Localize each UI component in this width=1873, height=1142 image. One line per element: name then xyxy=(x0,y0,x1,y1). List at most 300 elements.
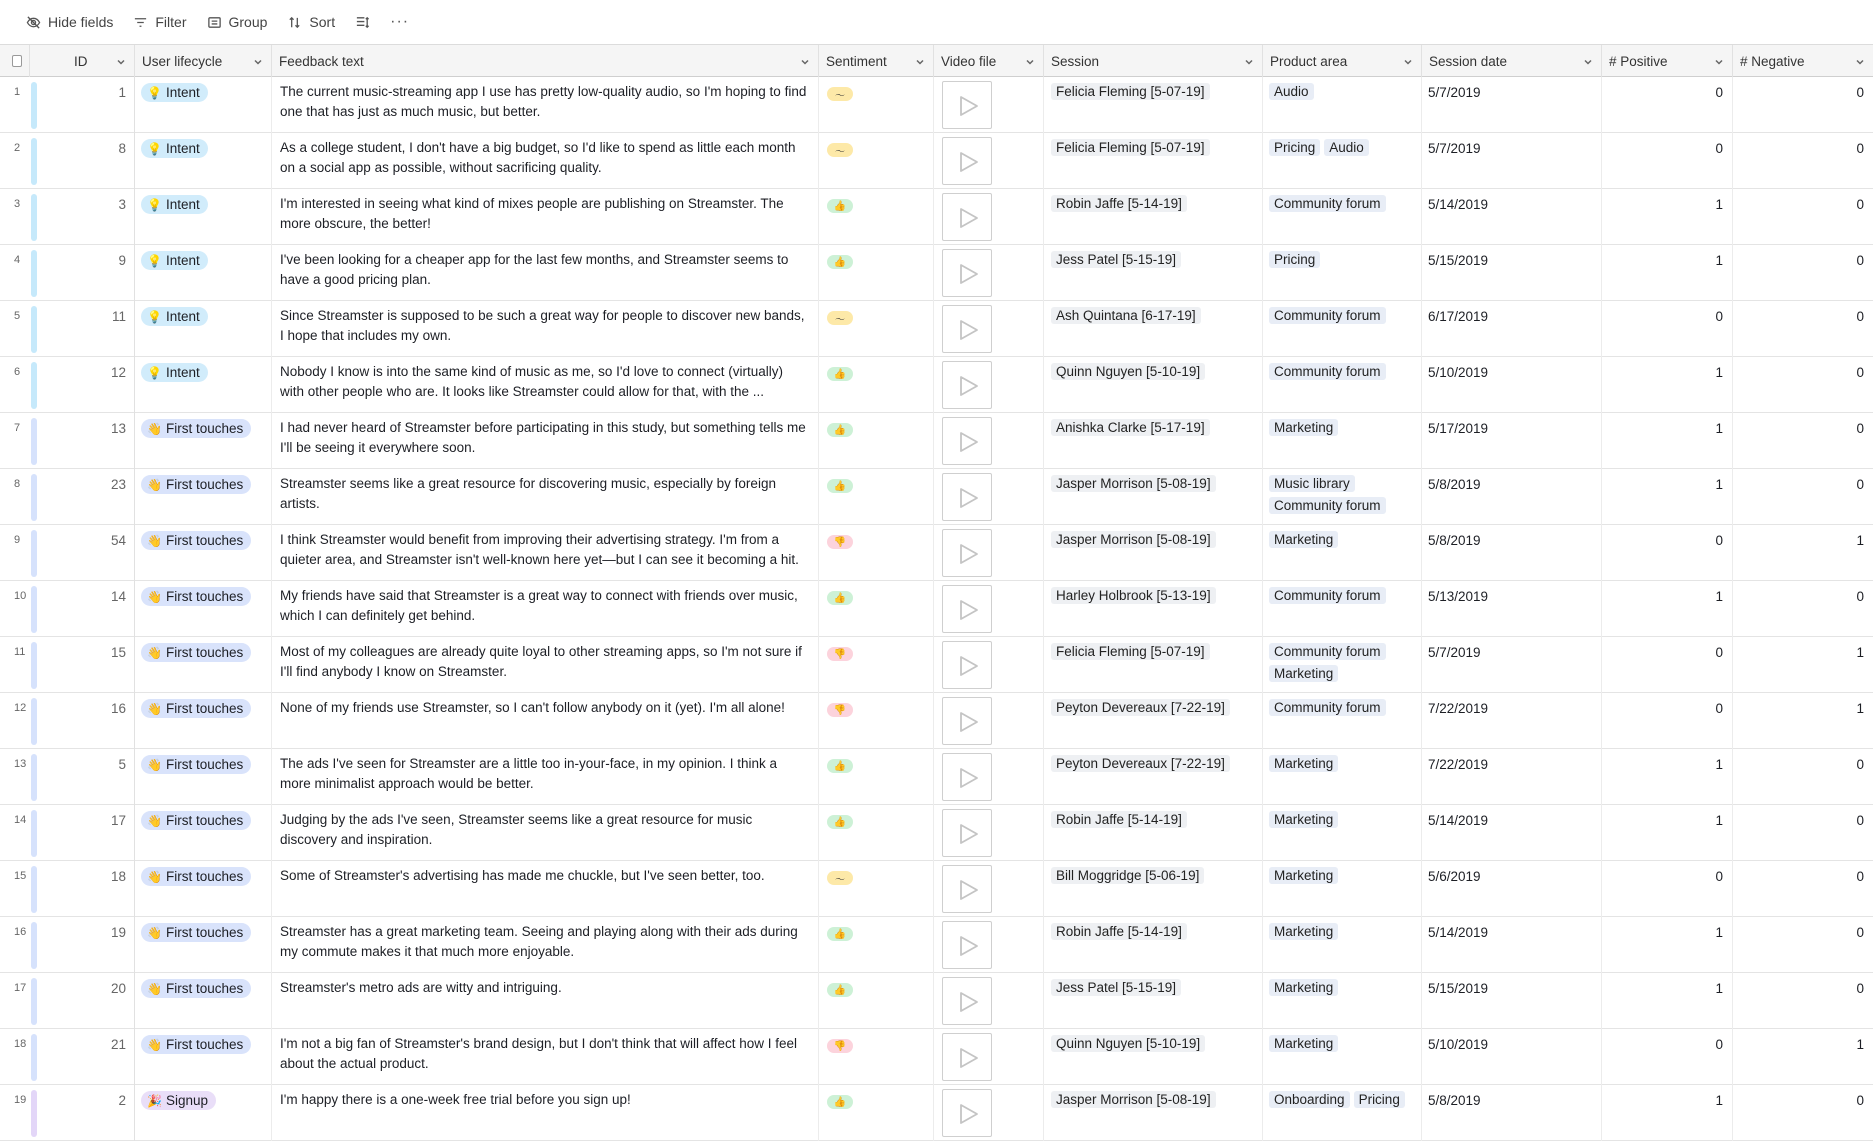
video-thumbnail[interactable] xyxy=(942,1089,992,1137)
session-date-cell[interactable]: 7/22/2019 xyxy=(1422,749,1602,805)
table-row[interactable] xyxy=(0,917,1873,973)
product-area-cell[interactable] xyxy=(1263,1085,1422,1141)
video-thumbnail[interactable] xyxy=(942,753,992,801)
session-link-chip[interactable]: Felicia Fleming [5-07-19] xyxy=(1051,139,1210,156)
session-cell[interactable] xyxy=(1044,581,1263,637)
row-color-bar xyxy=(31,474,37,521)
session-date-cell[interactable]: 5/15/2019 xyxy=(1422,973,1602,1029)
positive-count-cell[interactable]: 0 xyxy=(1602,133,1733,189)
column-header-id[interactable] xyxy=(30,45,135,77)
sentiment-cell[interactable] xyxy=(819,749,934,805)
session-link-chip[interactable]: Felicia Fleming [5-07-19] xyxy=(1051,643,1210,660)
video-file-cell[interactable] xyxy=(934,357,1044,413)
column-header-session-date[interactable] xyxy=(1422,45,1602,77)
column-header-session-date-label: Session date xyxy=(1429,53,1508,69)
session-link-chip[interactable]: Jess Patel [5-15-19] xyxy=(1051,979,1181,996)
row-number-cell[interactable] xyxy=(0,245,135,301)
lifecycle-cell[interactable] xyxy=(135,525,272,581)
product-area-cell[interactable] xyxy=(1263,693,1422,749)
session-link-chip[interactable]: Harley Holbrook [5-13-19] xyxy=(1051,587,1216,604)
product-area-cell[interactable] xyxy=(1263,357,1422,413)
session-link-chip[interactable]: Felicia Fleming [5-07-19] xyxy=(1051,83,1210,100)
session-cell[interactable] xyxy=(1044,189,1263,245)
product-area-chip: Community forum xyxy=(1269,587,1386,604)
chevron-down-icon[interactable] xyxy=(1583,55,1593,65)
session-date-cell[interactable]: 5/7/2019 xyxy=(1422,637,1602,693)
lifecycle-cell[interactable] xyxy=(135,1085,272,1141)
row-height-button[interactable] xyxy=(345,8,380,36)
lifecycle-cell[interactable] xyxy=(135,749,272,805)
feedback-text-cell[interactable]: Streamster has a great marketing team. Seeing and playing along with their ads during my commute makes it that much more enjoyable. xyxy=(272,917,819,973)
video-file-cell[interactable] xyxy=(934,301,1044,357)
row-number-cell[interactable] xyxy=(0,525,135,581)
session-cell[interactable] xyxy=(1044,301,1263,357)
video-thumbnail[interactable] xyxy=(942,137,992,185)
session-date-cell[interactable]: 7/22/2019 xyxy=(1422,693,1602,749)
table-row[interactable] xyxy=(0,469,1873,525)
lifecycle-cell[interactable] xyxy=(135,861,272,917)
lifecycle-cell[interactable] xyxy=(135,973,272,1029)
video-thumbnail[interactable] xyxy=(942,921,992,969)
table-row[interactable] xyxy=(0,413,1873,469)
session-cell[interactable] xyxy=(1044,133,1263,189)
table-row[interactable] xyxy=(0,525,1873,581)
sentiment-cell[interactable] xyxy=(819,1085,934,1141)
session-cell[interactable] xyxy=(1044,1085,1263,1141)
row-number-cell[interactable] xyxy=(0,413,135,469)
row-number-cell[interactable] xyxy=(0,133,135,189)
session-link-chip[interactable]: Quinn Nguyen [5-10-19] xyxy=(1051,363,1205,380)
play-icon xyxy=(956,1046,980,1070)
positive-count-cell[interactable]: 1 xyxy=(1602,413,1733,469)
video-file-cell[interactable] xyxy=(934,1029,1044,1085)
feedback-text-cell[interactable]: The current music-streaming app I use has pretty low-quality audio, so I'm hoping to find one that has just as much music, but better. xyxy=(272,77,819,133)
row-number-cell[interactable] xyxy=(0,805,135,861)
lifecycle-chip xyxy=(141,587,251,606)
session-link-chip[interactable]: Jess Patel [5-15-19] xyxy=(1051,251,1181,268)
row-number-cell[interactable] xyxy=(0,917,135,973)
session-date-cell[interactable]: 5/8/2019 xyxy=(1422,1085,1602,1141)
chevron-down-icon[interactable] xyxy=(1714,55,1724,65)
session-link-chip[interactable]: Peyton Devereaux [7-22-19] xyxy=(1051,699,1230,716)
session-cell[interactable] xyxy=(1044,525,1263,581)
table-row[interactable] xyxy=(0,1085,1873,1141)
lifecycle-chip xyxy=(141,699,251,718)
lifecycle-cell[interactable] xyxy=(135,133,272,189)
row-number-cell[interactable] xyxy=(0,637,135,693)
session-date-cell[interactable]: 5/17/2019 xyxy=(1422,413,1602,469)
product-area-cell[interactable] xyxy=(1263,77,1422,133)
negative-count-cell[interactable]: 0 xyxy=(1856,421,1864,436)
product-area-cell[interactable] xyxy=(1263,637,1422,693)
video-thumbnail[interactable] xyxy=(942,1033,992,1081)
feedback-text-cell[interactable]: I've been looking for a cheaper app for the last few months, and Streamster seems to have a good pricing plan. xyxy=(272,245,819,301)
video-thumbnail[interactable] xyxy=(942,585,992,633)
session-cell[interactable] xyxy=(1044,357,1263,413)
product-area-chip: Marketing xyxy=(1269,531,1338,548)
session-date-cell[interactable]: 5/6/2019 xyxy=(1422,861,1602,917)
session-link-chip[interactable]: Robin Jaffe [5-14-19] xyxy=(1051,195,1187,212)
product-area-cell[interactable] xyxy=(1263,805,1422,861)
column-header-user-lifecycle-label: User lifecycle xyxy=(142,53,223,69)
video-thumbnail[interactable] xyxy=(942,417,992,465)
group-button[interactable] xyxy=(197,8,278,36)
negative-count-cell[interactable]: 0 xyxy=(1856,309,1864,324)
sentiment-positive-icon: 👍 xyxy=(827,591,853,605)
negative-count-cell[interactable]: 0 xyxy=(1856,197,1864,212)
negative-count-cell[interactable]: 1 xyxy=(1856,701,1864,716)
video-thumbnail[interactable] xyxy=(942,865,992,913)
session-date-cell[interactable]: 5/15/2019 xyxy=(1422,245,1602,301)
positive-count-cell[interactable]: 1 xyxy=(1602,917,1733,973)
positive-count-cell[interactable]: 1 xyxy=(1602,973,1733,1029)
session-cell[interactable] xyxy=(1044,749,1263,805)
lifecycle-cell[interactable] xyxy=(135,693,272,749)
table-row[interactable] xyxy=(0,581,1873,637)
row-number-cell[interactable] xyxy=(0,469,135,525)
video-file-cell[interactable] xyxy=(934,77,1044,133)
product-area-cell[interactable] xyxy=(1263,581,1422,637)
lifecycle-cell[interactable] xyxy=(135,301,272,357)
positive-count-cell[interactable]: 0 xyxy=(1602,693,1733,749)
chevron-down-icon[interactable] xyxy=(1855,55,1865,65)
product-area-cell[interactable] xyxy=(1263,133,1422,189)
video-thumbnail[interactable] xyxy=(942,641,992,689)
video-file-cell[interactable] xyxy=(934,693,1044,749)
video-thumbnail[interactable] xyxy=(942,977,992,1025)
chevron-down-icon[interactable] xyxy=(253,55,263,65)
column-header-sentiment[interactable] xyxy=(819,45,934,77)
lifecycle-emoji-icon: 💡 xyxy=(147,85,162,100)
session-link-chip[interactable]: Bill Moggridge [5-06-19] xyxy=(1051,867,1204,884)
video-file-cell[interactable] xyxy=(934,133,1044,189)
negative-count-cell[interactable]: 0 xyxy=(1856,925,1864,940)
session-link-chip[interactable]: Jasper Morrison [5-08-19] xyxy=(1051,531,1216,548)
column-header-session[interactable] xyxy=(1044,45,1263,77)
lifecycle-cell[interactable] xyxy=(135,189,272,245)
video-thumbnail[interactable] xyxy=(942,305,992,353)
session-cell[interactable] xyxy=(1044,469,1263,525)
negative-count-cell[interactable]: 0 xyxy=(1856,981,1864,996)
session-cell[interactable] xyxy=(1044,637,1263,693)
session-date-cell[interactable]: 5/14/2019 xyxy=(1422,189,1602,245)
session-date-cell[interactable]: 5/10/2019 xyxy=(1422,357,1602,413)
sentiment-cell[interactable] xyxy=(819,469,934,525)
column-header-product-area[interactable] xyxy=(1263,45,1422,77)
session-date-cell[interactable]: 5/7/2019 xyxy=(1422,77,1602,133)
row-color-bar xyxy=(31,586,37,633)
row-number-cell[interactable] xyxy=(0,581,135,637)
video-file-cell[interactable] xyxy=(934,413,1044,469)
row-number-cell[interactable] xyxy=(0,1029,135,1085)
column-header-user-lifecycle[interactable] xyxy=(135,45,272,77)
select-all-checkbox[interactable] xyxy=(12,55,22,67)
sentiment-cell[interactable] xyxy=(819,805,934,861)
id-value: 5 xyxy=(118,757,126,772)
session-cell[interactable] xyxy=(1044,861,1263,917)
chevron-down-icon[interactable] xyxy=(1025,55,1035,65)
session-link-chip[interactable]: Jasper Morrison [5-08-19] xyxy=(1051,1091,1216,1108)
play-icon xyxy=(956,430,980,454)
video-file-cell[interactable] xyxy=(934,245,1044,301)
sentiment-cell[interactable] xyxy=(819,973,934,1029)
chevron-down-icon[interactable] xyxy=(116,55,126,65)
id-value: 11 xyxy=(111,309,126,324)
positive-count-cell[interactable]: 1 xyxy=(1602,581,1733,637)
lifecycle-cell[interactable] xyxy=(135,1029,272,1085)
lifecycle-cell[interactable] xyxy=(135,357,272,413)
positive-count-cell[interactable]: 0 xyxy=(1602,301,1733,357)
column-header-video-file[interactable] xyxy=(934,45,1044,77)
product-area-cell[interactable] xyxy=(1263,469,1422,525)
feedback-text-cell[interactable]: None of my friends use Streamster, so I can't follow anybody on it (yet). I'm all alone! xyxy=(272,693,819,749)
table-row[interactable] xyxy=(0,357,1873,413)
product-area-cell[interactable] xyxy=(1263,917,1422,973)
positive-count-cell[interactable]: 1 xyxy=(1602,805,1733,861)
negative-count-cell[interactable]: 0 xyxy=(1856,253,1864,268)
play-icon xyxy=(956,766,980,790)
negative-count-cell[interactable]: 0 xyxy=(1856,85,1864,100)
hide-fields-button[interactable] xyxy=(16,8,123,36)
feedback-text-cell[interactable]: Since Streamster is supposed to be such a great way for people to discover new bands, I hope that includes my own. xyxy=(272,301,819,357)
chevron-down-icon[interactable] xyxy=(1244,55,1254,65)
video-file-cell[interactable] xyxy=(934,973,1044,1029)
negative-count-cell[interactable]: 0 xyxy=(1856,757,1864,772)
negative-count-cell[interactable]: 0 xyxy=(1856,365,1864,380)
sentiment-cell[interactable] xyxy=(819,245,934,301)
session-date-cell[interactable]: 5/10/2019 xyxy=(1422,1029,1602,1085)
sentiment-cell[interactable] xyxy=(819,581,934,637)
session-link-chip[interactable]: Jasper Morrison [5-08-19] xyxy=(1051,475,1216,492)
session-date-cell[interactable]: 5/14/2019 xyxy=(1422,917,1602,973)
positive-count-cell[interactable]: 0 xyxy=(1602,525,1733,581)
sentiment-cell[interactable] xyxy=(819,77,934,133)
table-row[interactable] xyxy=(0,77,1873,133)
table-row[interactable] xyxy=(0,805,1873,861)
session-link-chip[interactable]: Ash Quintana [6-17-19] xyxy=(1051,307,1201,324)
video-file-cell[interactable] xyxy=(934,861,1044,917)
row-number: 5 xyxy=(14,310,21,322)
video-file-cell[interactable] xyxy=(934,805,1044,861)
session-date-cell[interactable]: 5/13/2019 xyxy=(1422,581,1602,637)
sentiment-cell[interactable] xyxy=(819,301,934,357)
session-cell[interactable] xyxy=(1044,973,1263,1029)
video-thumbnail[interactable] xyxy=(942,473,992,521)
session-cell[interactable] xyxy=(1044,413,1263,469)
negative-count-cell[interactable]: 1 xyxy=(1856,533,1864,548)
sentiment-cell[interactable] xyxy=(819,357,934,413)
column-header-positive[interactable] xyxy=(1602,45,1733,77)
session-cell[interactable] xyxy=(1044,77,1263,133)
table-row[interactable] xyxy=(0,301,1873,357)
session-date-cell[interactable]: 5/8/2019 xyxy=(1422,469,1602,525)
positive-count-cell[interactable]: 1 xyxy=(1602,245,1733,301)
positive-count-cell[interactable]: 1 xyxy=(1602,749,1733,805)
feedback-text-cell[interactable]: Streamster seems like a great resource for discovering music, especially by foreign artists. xyxy=(272,469,819,525)
sentiment-cell[interactable] xyxy=(819,189,934,245)
row-number-cell[interactable] xyxy=(0,357,135,413)
lifecycle-cell[interactable] xyxy=(135,581,272,637)
sort-button[interactable] xyxy=(277,8,345,36)
table-row[interactable] xyxy=(0,693,1873,749)
video-file-cell[interactable] xyxy=(934,637,1044,693)
video-thumbnail[interactable] xyxy=(942,529,992,577)
table-row[interactable] xyxy=(0,133,1873,189)
video-file-cell[interactable] xyxy=(934,749,1044,805)
session-cell[interactable] xyxy=(1044,693,1263,749)
negative-count-cell[interactable]: 0 xyxy=(1856,869,1864,884)
session-date-cell[interactable]: 6/17/2019 xyxy=(1422,301,1602,357)
product-area-chip: Marketing xyxy=(1269,419,1338,436)
sentiment-cell[interactable] xyxy=(819,861,934,917)
positive-count-cell[interactable]: 0 xyxy=(1602,861,1733,917)
session-cell[interactable] xyxy=(1044,805,1263,861)
lifecycle-cell[interactable] xyxy=(135,637,272,693)
negative-count-cell[interactable]: 0 xyxy=(1856,141,1864,156)
table-row[interactable] xyxy=(0,637,1873,693)
sentiment-cell[interactable] xyxy=(819,693,934,749)
feedback-text-cell[interactable]: Streamster's metro ads are witty and intriguing. xyxy=(272,973,819,1029)
negative-count-cell[interactable]: 0 xyxy=(1856,1093,1864,1108)
row-number-cell[interactable] xyxy=(0,973,135,1029)
feedback-text-cell[interactable]: Judging by the ads I've seen, Streamster seems like a great resource for music discovery and inspiration. xyxy=(272,805,819,861)
positive-count-cell[interactable]: 0 xyxy=(1602,1029,1733,1085)
sentiment-cell[interactable] xyxy=(819,1029,934,1085)
product-area-cell[interactable] xyxy=(1263,189,1422,245)
positive-count-cell[interactable]: 1 xyxy=(1602,469,1733,525)
positive-count-cell[interactable]: 0 xyxy=(1602,637,1733,693)
positive-count-cell[interactable]: 0 xyxy=(1602,77,1733,133)
video-thumbnail[interactable] xyxy=(942,81,992,129)
session-link-chip[interactable]: Robin Jaffe [5-14-19] xyxy=(1051,811,1187,828)
session-link-chip[interactable]: Peyton Devereaux [7-22-19] xyxy=(1051,755,1230,772)
product-area-cell[interactable] xyxy=(1263,861,1422,917)
row-number-cell[interactable] xyxy=(0,693,135,749)
lifecycle-cell[interactable] xyxy=(135,245,272,301)
lifecycle-cell[interactable] xyxy=(135,469,272,525)
session-cell[interactable] xyxy=(1044,1029,1263,1085)
session-date-cell[interactable]: 5/14/2019 xyxy=(1422,805,1602,861)
feedback-text-cell[interactable]: The ads I've seen for Streamster are a little too in-your-face, in my opinion. I think a more minimalist approach would be better. xyxy=(272,749,819,805)
row-number-cell[interactable] xyxy=(0,1085,135,1141)
lifecycle-cell[interactable] xyxy=(135,413,272,469)
feedback-text-cell[interactable]: I think Streamster would benefit from improving their advertising strategy. I'm from a quieter area, and Streamster isn't well-known here yet—but I can see it becoming a hit. xyxy=(272,525,819,581)
feedback-text-cell[interactable]: I'm not a big fan of Streamster's brand design, but I don't think that will affect how I feel about the actual product. xyxy=(272,1029,819,1085)
chevron-down-icon[interactable] xyxy=(915,55,925,65)
session-link-chip[interactable]: Anishka Clarke [5-17-19] xyxy=(1051,419,1210,436)
feedback-text-cell[interactable]: I'm interested in seeing what kind of mixes people are publishing on Streamster. The more obscure, the better! xyxy=(272,189,819,245)
row-number-cell[interactable] xyxy=(0,77,135,133)
session-date-cell[interactable]: 5/8/2019 xyxy=(1422,525,1602,581)
row-number: 10 xyxy=(14,590,27,602)
session-link-chip[interactable]: Quinn Nguyen [5-10-19] xyxy=(1051,1035,1205,1052)
table-row[interactable] xyxy=(0,973,1873,1029)
feedback-text-cell[interactable]: I had never heard of Streamster before participating in this study, but something tells me I'll be seeing it everywhere soon. xyxy=(272,413,819,469)
table-row[interactable] xyxy=(0,749,1873,805)
lifecycle-cell[interactable] xyxy=(135,805,272,861)
video-file-cell[interactable] xyxy=(934,917,1044,973)
lifecycle-label: Intent xyxy=(165,141,200,156)
negative-count-cell[interactable]: 1 xyxy=(1856,645,1864,660)
sentiment-positive-icon: 👍 xyxy=(827,815,853,829)
product-area-cell[interactable] xyxy=(1263,301,1422,357)
row-color-bar xyxy=(31,978,37,1025)
product-area-cell[interactable] xyxy=(1263,973,1422,1029)
session-link-chip[interactable]: Robin Jaffe [5-14-19] xyxy=(1051,923,1187,940)
negative-count-cell[interactable]: 0 xyxy=(1856,477,1864,492)
sentiment-cell[interactable] xyxy=(819,525,934,581)
session-date-cell[interactable]: 5/7/2019 xyxy=(1422,133,1602,189)
product-area-cell[interactable] xyxy=(1263,525,1422,581)
feedback-text-cell[interactable]: Nobody I know is into the same kind of music as me, so I'd love to connect (virtually) with other people who are. It looks like Streamster could allow for that, with the ... xyxy=(272,357,819,413)
row-number-cell[interactable] xyxy=(0,749,135,805)
positive-count-cell[interactable]: 1 xyxy=(1602,189,1733,245)
product-area-cell[interactable] xyxy=(1263,413,1422,469)
sentiment-neutral-icon: 〜 xyxy=(827,87,853,101)
product-area-cell[interactable] xyxy=(1263,1029,1422,1085)
table-row[interactable] xyxy=(0,861,1873,917)
feedback-text-cell[interactable]: My friends have said that Streamster is a great way to connect with friends over music, which I can definitely get behind. xyxy=(272,581,819,637)
positive-count-cell[interactable]: 1 xyxy=(1602,1085,1733,1141)
feedback-text-cell[interactable]: Some of Streamster's advertising has made me chuckle, but I've seen better, too. xyxy=(272,861,819,917)
video-thumbnail[interactable] xyxy=(942,809,992,857)
column-header-feedback-text[interactable] xyxy=(272,45,819,77)
chevron-down-icon[interactable] xyxy=(1403,55,1413,65)
sentiment-cell[interactable] xyxy=(819,133,934,189)
row-number-cell[interactable] xyxy=(0,189,135,245)
id-value: 17 xyxy=(110,813,126,828)
video-thumbnail[interactable] xyxy=(942,193,992,241)
filter-icon xyxy=(133,15,148,30)
negative-count-cell[interactable]: 0 xyxy=(1856,589,1864,604)
table-row[interactable] xyxy=(0,189,1873,245)
table-row[interactable] xyxy=(0,1029,1873,1085)
sentiment-cell[interactable] xyxy=(819,917,934,973)
lifecycle-cell[interactable] xyxy=(135,917,272,973)
feedback-text-cell[interactable]: Most of my colleagues are already quite loyal to other streaming apps, so I'm not sure if I'll find anybody I know on Streamster. xyxy=(272,637,819,693)
session-cell[interactable] xyxy=(1044,245,1263,301)
chevron-down-icon[interactable] xyxy=(800,55,810,65)
video-file-cell[interactable] xyxy=(934,525,1044,581)
lifecycle-cell[interactable] xyxy=(135,77,272,133)
negative-count-cell[interactable]: 0 xyxy=(1856,813,1864,828)
row-number-cell[interactable] xyxy=(0,301,135,357)
product-area-cell[interactable] xyxy=(1263,245,1422,301)
video-file-cell[interactable] xyxy=(934,469,1044,525)
video-file-cell[interactable] xyxy=(934,189,1044,245)
feedback-text-cell[interactable]: I'm happy there is a one-week free trial before you sign up! xyxy=(272,1085,819,1141)
video-file-cell[interactable] xyxy=(934,581,1044,637)
row-number-cell[interactable] xyxy=(0,861,135,917)
session-cell[interactable] xyxy=(1044,917,1263,973)
video-thumbnail[interactable] xyxy=(942,361,992,409)
negative-count-cell[interactable]: 1 xyxy=(1856,1037,1864,1052)
video-thumbnail[interactable] xyxy=(942,697,992,745)
product-area-cell[interactable] xyxy=(1263,749,1422,805)
positive-count-cell[interactable]: 1 xyxy=(1602,357,1733,413)
filter-button[interactable] xyxy=(123,8,196,36)
lifecycle-emoji-icon: 👋 xyxy=(147,757,162,772)
sentiment-cell[interactable] xyxy=(819,413,934,469)
video-thumbnail[interactable] xyxy=(942,249,992,297)
table-row[interactable] xyxy=(0,245,1873,301)
feedback-text-cell[interactable]: As a college student, I don't have a big budget, so I'd like to spend as little each month on a social app as possible, without sacrificing quality. xyxy=(272,133,819,189)
sentiment-cell[interactable] xyxy=(819,637,934,693)
column-header-negative[interactable] xyxy=(1733,45,1873,77)
video-file-cell[interactable] xyxy=(934,1085,1044,1141)
more-options-button[interactable]: ··· xyxy=(390,13,410,30)
sentiment-negative-icon: 👎 xyxy=(827,1039,853,1053)
